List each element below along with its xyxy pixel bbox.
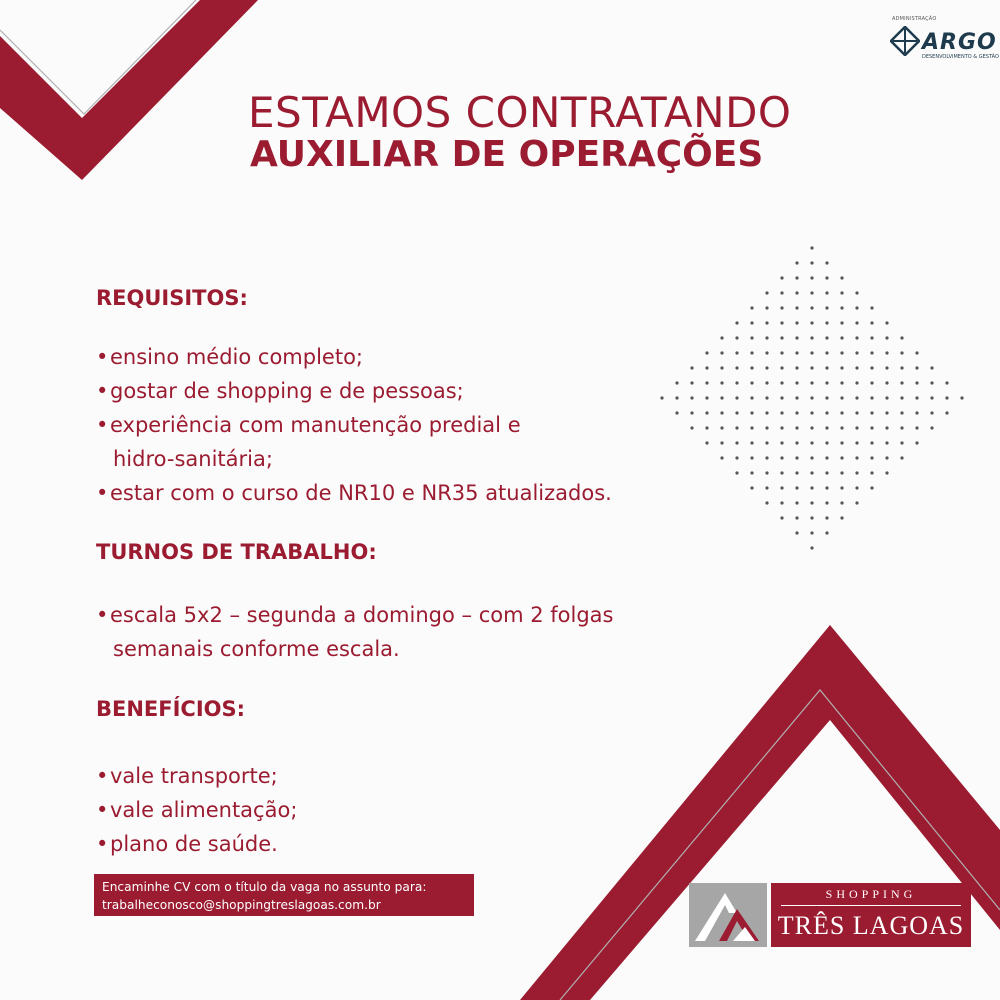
decorative-dot [660, 396, 663, 399]
decorative-dot [810, 531, 813, 534]
list-beneficios [96, 759, 297, 861]
decorative-dot [840, 441, 843, 444]
decorative-dot [855, 321, 858, 324]
decorative-dot [720, 456, 723, 459]
decorative-dot [795, 276, 798, 279]
decorative-dot [825, 486, 828, 489]
list-item: • plano de saúde. [96, 827, 297, 861]
decorative-dot [870, 411, 873, 414]
admin-label: ADMINISTRAÇÃO [892, 16, 937, 22]
decorative-dot [780, 486, 783, 489]
decorative-dot [765, 501, 768, 504]
decorative-dot [735, 351, 738, 354]
decorative-dot [750, 366, 753, 369]
decorative-dot [840, 486, 843, 489]
decorative-dot [780, 426, 783, 429]
decorative-dot [825, 531, 828, 534]
decorative-dot [810, 546, 813, 549]
decorative-dot [855, 336, 858, 339]
decorative-dot [825, 441, 828, 444]
decorative-dot [810, 321, 813, 324]
page-title-line2: AUXILIAR DE OPERAÇÕES [250, 134, 764, 175]
decorative-dot [705, 381, 708, 384]
argo-wordmark: ARGO [922, 30, 997, 55]
decorative-dot [810, 396, 813, 399]
decorative-dot [690, 396, 693, 399]
decorative-dot [825, 306, 828, 309]
decorative-dot [750, 396, 753, 399]
decorative-dot [945, 381, 948, 384]
argo-logo [884, 16, 999, 62]
heading-beneficios: BENEFÍCIOS: [96, 697, 246, 721]
decorative-dot [855, 501, 858, 504]
decorative-dot [780, 336, 783, 339]
decorative-dot [870, 366, 873, 369]
decorative-dot [735, 456, 738, 459]
decorative-dot [870, 471, 873, 474]
decorative-dot [795, 501, 798, 504]
decorative-dot [810, 471, 813, 474]
decorative-dot [840, 471, 843, 474]
decorative-dot [870, 396, 873, 399]
decorative-dot [780, 471, 783, 474]
heading-turnos: TURNOS DE TRABALHO: [96, 540, 377, 564]
decorative-dot [840, 306, 843, 309]
decorative-dot [840, 426, 843, 429]
decorative-dot [825, 396, 828, 399]
decorative-dot [750, 351, 753, 354]
decorative-dot [750, 321, 753, 324]
decorative-dot [900, 351, 903, 354]
decorative-dot [855, 441, 858, 444]
decorative-dot [780, 366, 783, 369]
decorative-dot [780, 351, 783, 354]
decorative-dot [750, 381, 753, 384]
decorative-dot [765, 381, 768, 384]
decorative-dot [840, 501, 843, 504]
decorative-dot [825, 426, 828, 429]
decorative-dot [735, 441, 738, 444]
decorative-dot [825, 321, 828, 324]
decorative-dot [795, 261, 798, 264]
decorative-dot [720, 411, 723, 414]
decorative-dot [840, 321, 843, 324]
decorative-dot [795, 516, 798, 519]
decorative-dot [825, 501, 828, 504]
decorative-dot [765, 486, 768, 489]
decorative-dot [735, 321, 738, 324]
decorative-dot [765, 321, 768, 324]
shopping-icon-box [689, 883, 767, 947]
decorative-dot [855, 396, 858, 399]
decorative-dot [930, 411, 933, 414]
decorative-dot [720, 336, 723, 339]
decorative-dot [675, 396, 678, 399]
decorative-dot [690, 366, 693, 369]
decorative-dot [885, 426, 888, 429]
decorative-dot [840, 336, 843, 339]
decorative-dot [915, 351, 918, 354]
argo-tagline: DESENVOLVIMENTO & GESTÃO [922, 54, 999, 60]
shopping-name: TRÊS LAGOAS [777, 911, 965, 940]
decorative-dot [915, 381, 918, 384]
decorative-dot [810, 291, 813, 294]
decorative-dot [825, 336, 828, 339]
decorative-dot [825, 516, 828, 519]
decorative-dot [795, 486, 798, 489]
decorative-dot [720, 396, 723, 399]
decorative-dot [795, 441, 798, 444]
decorative-dot [855, 291, 858, 294]
shopping-label: SHOPPING [825, 887, 917, 901]
decorative-dot [810, 486, 813, 489]
decorative-dot [795, 366, 798, 369]
decorative-dot [840, 456, 843, 459]
decorative-dot [825, 351, 828, 354]
decorative-dot [750, 471, 753, 474]
list-item: • vale transporte; [96, 759, 297, 793]
decorative-dot [930, 381, 933, 384]
decorative-dot [810, 441, 813, 444]
decorative-dot [810, 411, 813, 414]
decorative-dot [735, 396, 738, 399]
list-item: • experiência com manutenção predial e [96, 408, 612, 442]
cv-instruction-text: Encaminhe CV com o título da vaga no assunto para: [102, 880, 427, 894]
dot-pattern [660, 246, 963, 549]
decorative-dot [795, 411, 798, 414]
decorative-dot [810, 306, 813, 309]
decorative-dot [840, 366, 843, 369]
decorative-dot [720, 441, 723, 444]
decorative-dot [870, 336, 873, 339]
list-item: • gostar de shopping e de pessoas; [96, 374, 612, 408]
decorative-dot [825, 471, 828, 474]
decorative-dot [735, 336, 738, 339]
decorative-dot [900, 336, 903, 339]
decorative-dot [810, 261, 813, 264]
decorative-dot [765, 351, 768, 354]
decorative-dot [825, 456, 828, 459]
decorative-dot [855, 486, 858, 489]
decorative-dot [780, 441, 783, 444]
decorative-dot [915, 411, 918, 414]
decorative-dot [840, 276, 843, 279]
decorative-dot [825, 261, 828, 264]
decorative-dot [765, 291, 768, 294]
decorative-dot [795, 381, 798, 384]
decorative-dot [795, 456, 798, 459]
decorative-dot [825, 411, 828, 414]
decorative-dot [810, 426, 813, 429]
decorative-dot [765, 411, 768, 414]
decorative-dot [855, 381, 858, 384]
decorative-dot [885, 396, 888, 399]
decorative-dot [870, 426, 873, 429]
decorative-dot [675, 411, 678, 414]
decorative-dot [735, 411, 738, 414]
shopping-tres-lagoas-logo [689, 883, 971, 947]
decorative-dot [900, 411, 903, 414]
decorative-dot [705, 351, 708, 354]
decorative-dot [705, 396, 708, 399]
decorative-dot [765, 396, 768, 399]
decorative-dot [900, 456, 903, 459]
list-turnos [96, 598, 613, 666]
decorative-dot [915, 441, 918, 444]
decorative-dot [795, 336, 798, 339]
decorative-dot [810, 516, 813, 519]
decorative-dot [825, 276, 828, 279]
decorative-dot [720, 381, 723, 384]
decorative-dot [765, 471, 768, 474]
decorative-dot [870, 441, 873, 444]
list-item: • estar com o curso de NR10 e NR35 atualizados. [96, 476, 612, 510]
decorative-dot [780, 381, 783, 384]
decorative-dot [780, 321, 783, 324]
decorative-dot [810, 456, 813, 459]
decorative-dot [720, 366, 723, 369]
decorative-dot [780, 291, 783, 294]
decorative-dot [810, 276, 813, 279]
list-item: • ensino médio completo; [96, 340, 612, 374]
decorative-dot [810, 381, 813, 384]
decorative-dot [795, 396, 798, 399]
decorative-dot [960, 396, 963, 399]
decorative-dot [870, 486, 873, 489]
argo-diamond-icon [890, 26, 920, 56]
decorative-dot [690, 381, 693, 384]
decorative-dot [765, 306, 768, 309]
decorative-dot [930, 396, 933, 399]
decorative-dot [705, 366, 708, 369]
decorative-dot [795, 291, 798, 294]
decorative-dot [915, 366, 918, 369]
decorative-dot [795, 306, 798, 309]
decorative-dot [885, 456, 888, 459]
decorative-dot [900, 366, 903, 369]
decorative-dot [765, 441, 768, 444]
decorative-dot [735, 381, 738, 384]
decorative-dot [720, 351, 723, 354]
decorative-dot [705, 441, 708, 444]
top-left-chevron [0, 0, 258, 180]
decorative-dot [870, 381, 873, 384]
decorative-dot [750, 486, 753, 489]
decorative-dot [780, 276, 783, 279]
decorative-dot [885, 351, 888, 354]
page-title-line1: ESTAMOS CONTRATANDO [248, 88, 792, 137]
decorative-dot [690, 411, 693, 414]
decorative-dot [795, 471, 798, 474]
shopping-name-box [771, 883, 971, 947]
decorative-dot [855, 426, 858, 429]
decorative-dot [765, 456, 768, 459]
decorative-dot [810, 366, 813, 369]
decorative-dot [855, 366, 858, 369]
decorative-dot [750, 411, 753, 414]
decorative-dot [765, 426, 768, 429]
decorative-dot [885, 471, 888, 474]
decorative-dot [780, 396, 783, 399]
decorative-dot [945, 411, 948, 414]
decorative-dot [780, 501, 783, 504]
decorative-dot [780, 306, 783, 309]
decorative-dot [885, 441, 888, 444]
decorative-dot [795, 426, 798, 429]
decorative-dot [735, 471, 738, 474]
decorative-dot [840, 396, 843, 399]
decorative-dot [780, 516, 783, 519]
list-item: • vale alimentação; [96, 793, 297, 827]
decorative-dot [825, 291, 828, 294]
decorative-dot [705, 426, 708, 429]
decorative-dot [675, 381, 678, 384]
decorative-dot [870, 456, 873, 459]
decorative-dot [750, 306, 753, 309]
decorative-dot [885, 336, 888, 339]
decorative-dot [735, 426, 738, 429]
cv-instructions-box [94, 874, 474, 916]
decorative-dot [765, 366, 768, 369]
decorative-dot [945, 396, 948, 399]
decorative-dot [780, 456, 783, 459]
decorative-dot [705, 411, 708, 414]
decorative-dot [795, 321, 798, 324]
decorative-dot [750, 441, 753, 444]
decorative-dot [885, 366, 888, 369]
cv-email-link[interactable]: trabalheconosco@shoppingtreslagoas.com.br [102, 898, 381, 912]
decorative-dot [840, 516, 843, 519]
mountain-icon [689, 883, 767, 947]
decorative-dot [795, 351, 798, 354]
decorative-dot [825, 381, 828, 384]
decorative-dot [915, 396, 918, 399]
list-item-continuation: semanais conforme escala. [113, 637, 400, 661]
decorative-dot [765, 336, 768, 339]
decorative-dot [855, 411, 858, 414]
decorative-dot [885, 411, 888, 414]
decorative-dot [780, 411, 783, 414]
decorative-dot [825, 366, 828, 369]
list-item-continuation: hidro-sanitária; [113, 447, 273, 471]
decorative-dot [870, 306, 873, 309]
decorative-dot [720, 426, 723, 429]
list-requisitos [96, 340, 612, 510]
decorative-dot [750, 336, 753, 339]
decorative-dot [885, 381, 888, 384]
decorative-dot [885, 321, 888, 324]
decorative-dot [810, 501, 813, 504]
decorative-dot [870, 321, 873, 324]
decorative-dot [750, 456, 753, 459]
decorative-dot [900, 381, 903, 384]
decorative-dot [855, 306, 858, 309]
decorative-dot [840, 411, 843, 414]
decorative-dot [810, 246, 813, 249]
decorative-dot [855, 456, 858, 459]
decorative-dot [750, 426, 753, 429]
decorative-dot [930, 426, 933, 429]
divider [781, 905, 961, 906]
decorative-dot [915, 426, 918, 429]
decorative-dot [840, 381, 843, 384]
decorative-dot [840, 291, 843, 294]
decorative-dot [855, 471, 858, 474]
decorative-dot [810, 351, 813, 354]
decorative-dot [735, 366, 738, 369]
decorative-dot [840, 351, 843, 354]
decorative-dot [870, 351, 873, 354]
decorative-dot [795, 531, 798, 534]
decorative-dot [900, 426, 903, 429]
decorative-dot [810, 336, 813, 339]
decorative-dot [930, 366, 933, 369]
decorative-dot [690, 426, 693, 429]
decorative-dot [855, 351, 858, 354]
decorative-dot [900, 441, 903, 444]
heading-requisitos: REQUISITOS: [96, 286, 248, 310]
list-item: • escala 5x2 – segunda a domingo – com 2 folgas [96, 598, 613, 632]
decorative-dot [900, 396, 903, 399]
